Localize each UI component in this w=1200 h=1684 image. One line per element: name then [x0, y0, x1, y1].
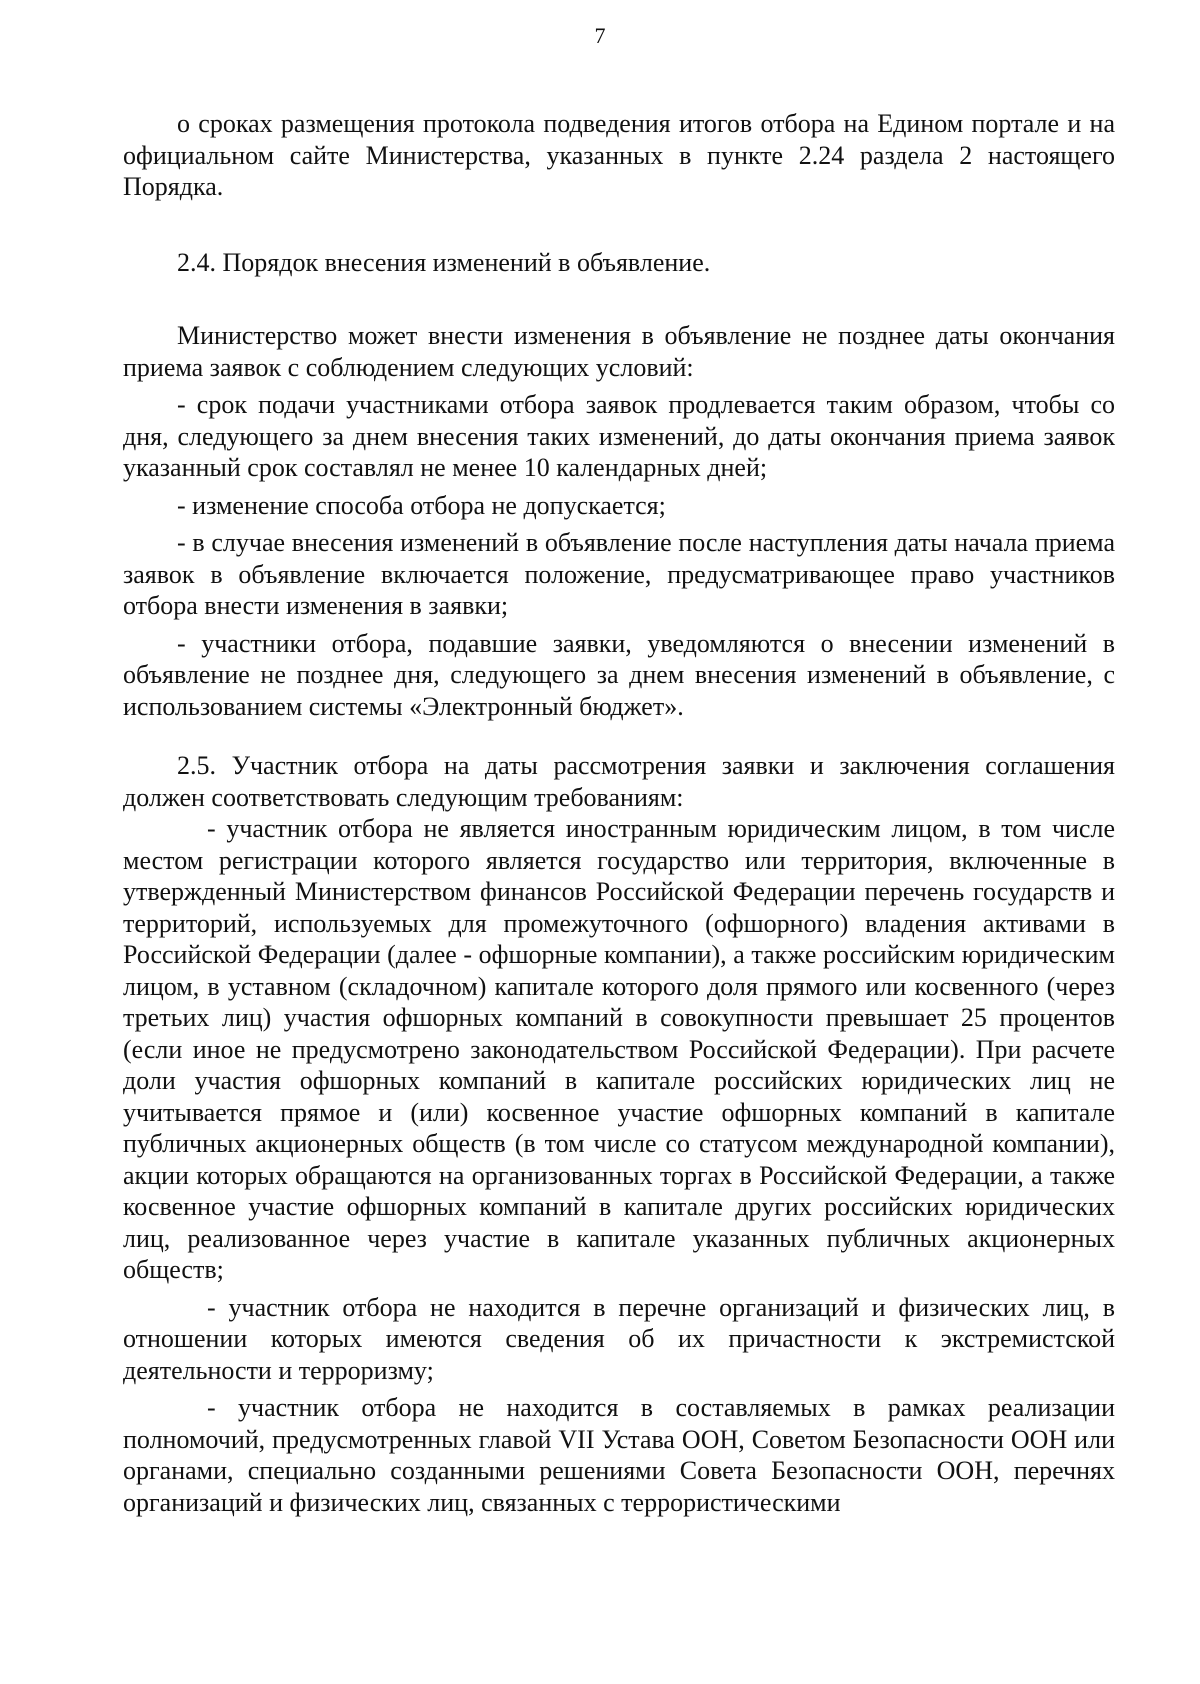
list-item-method-change: - изменение способа отбора не допускается; — [177, 490, 666, 520]
paragraph-publication-terms: о сроках размещения протокола подведения итогов отбора на Едином портале и на официальном сайте Министерства, указанных в пункте 2.24 раздела 2 настоящего Порядка. — [123, 109, 1115, 201]
document-body — [123, 108, 1115, 1518]
section-heading-2-4: 2.4. Порядок внесения изменений в объявление. — [177, 247, 711, 277]
page-number: 7 — [594, 23, 606, 48]
list-item-offshore-requirement: - участник отбора не является иностранным юридическим лицом, в том числе местом регистрации которого является государство или территория, включенные в утвержденный Министерством финансов Российской Федерации перечень государств и территорий, используемых для промежуточного (офшорного) владения активами в Российской Федерации (далее - офшорные компании), а также российским юридическим лицом, в уставном (складочном) капитале которого доля прямого или косвенного (через третьих лиц) участия офшорных компаний в совокупности превышает 25 процентов (если иное не предусмотрено законодательством Российской Федерации). При расчете доли участия офшорных компаний в капитале российских юридических лиц не учитывается прямое и (или) косвенное участие офшорных компаний в капитале публичных акционерных обществ (в том числе со статусом международной компании), акции которых обращаются на организованных торгах в Российской Федерации, а также косвенное участие офшорных компаний в капитале других российских юридических лиц, реализованное через участие в капитале указанных публичных акционерных обществ; — [123, 814, 1115, 1284]
list-item-changes-after-start: - в случае внесения изменений в объявление после наступления даты начала приема заявок в объявление включается положение, предусматривающее право участников отбора внести изменения в заявки; — [123, 528, 1115, 620]
list-item-participant-notice: - участники отбора, подавшие заявки, уведомляются о внесении изменений в объявление не позднее дня, следующего за днем внесения изменений в объявление, с использованием системы «Электронный бюджет». — [123, 628, 1115, 721]
list-item-deadline-extension: - срок подачи участниками отбора заявок продлевается таким образом, чтобы со дня, следующего за днем внесения таких изменений, до даты окончания приема заявок указанный срок составлял не менее 10 календарных дней; — [123, 390, 1115, 482]
section-paragraph-2-5: 2.5. Участник отбора на даты рассмотрения заявки и заключения соглашения должен соответствовать следующим требованиям: — [123, 751, 1115, 812]
paragraph-ministry-changes: Министерство может внести изменения в объявление не позднее даты окончания приема заявок с соблюдением следующих условий: — [123, 321, 1115, 382]
list-item-extremism-list: - участник отбора не находится в перечне организаций и физических лиц, в отношении которых имеются сведения об их причастности к экстремистской деятельности и терроризму; — [123, 1292, 1115, 1385]
list-item-un-lists: - участник отбора не находится в составляемых в рамках реализации полномочий, предусмотренных главой VII Устава ООН, Советом Безопасности ООН или органами, специально созданными решениями Совета Безопасности ООН, перечнях организаций и физических лиц, связанных с террористическими — [123, 1393, 1115, 1517]
